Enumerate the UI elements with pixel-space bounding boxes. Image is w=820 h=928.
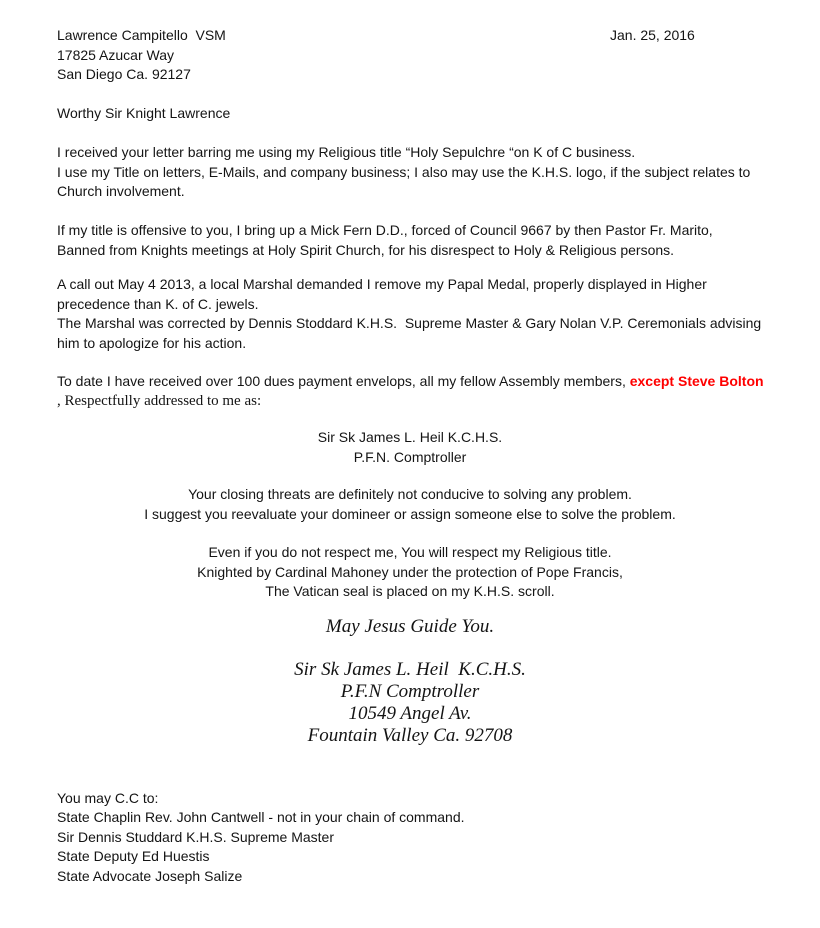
sender-address-line2: San Diego Ca. 92127: [57, 66, 191, 82]
paragraph-religious-title: [57, 143, 820, 202]
paragraph-marshal-incident: [57, 275, 820, 353]
cc-item: Sir Dennis Studdard K.H.S. Supreme Master: [57, 828, 335, 845]
addressed-as-title: P.F.N. Comptroller: [353, 448, 467, 465]
dues-text-red-exception: except Steve Bolton: [629, 373, 764, 389]
paragraph-line: The Marshal was corrected by Dennis Stoddard K.H.S. Supreme Master & Gary Nolan V.P. Ceremonials advising: [57, 315, 762, 331]
closing-line: Knighted by Cardinal Mahoney under the protection of Pope Francis,: [197, 563, 623, 580]
cc-item: State Advocate Joseph Salize: [57, 867, 243, 884]
signature-address-line2: Fountain Valley Ca. 92708: [307, 724, 513, 746]
signature-block: [57, 659, 763, 747]
paragraph-line: If my title is offensive to you, I bring up a Mick Fern D.D., forced of Council 9667 by then Pastor Fr. Marito,: [57, 222, 713, 238]
paragraph-line: Banned from Knights meetings at Holy Spirit Church, for his disrespect to Holy & Religious persons.: [57, 241, 675, 258]
dues-text-normal: To date I have received over 100 dues payment envelops, all my fellow Assembly members,: [57, 373, 630, 389]
paragraph-line: Church involvement.: [57, 183, 185, 199]
signature-name: Sir Sk James L. Heil K.C.H.S.: [294, 658, 526, 680]
closing-line: The Vatican seal is placed on my K.H.S. scroll.: [265, 583, 555, 599]
paragraph-line: precedence than K. of C. jewels.: [57, 295, 259, 312]
paragraph-line: I received your letter barring me using my Religious title “Holy Sepulchre “on K of C business.: [57, 144, 636, 160]
paragraph-dues-envelopes: [57, 372, 820, 411]
signature-title: P.F.N Comptroller: [340, 680, 480, 702]
respectfully-addressed-line: , Respectfully addressed to me as:: [57, 392, 262, 409]
cc-item: State Deputy Ed Huestis: [57, 848, 210, 864]
cc-heading: You may C.C to:: [57, 789, 159, 806]
closing-threats-block: [57, 485, 763, 524]
paragraph-line: I use my Title on letters, E-Mails, and company business; I also may use the K.H.S. logo, if the subject relates to: [57, 163, 751, 180]
closing-line: I suggest you reevaluate your domineer or assign someone else to solve the problem.: [144, 505, 676, 522]
valediction: May Jesus Guide You.: [325, 615, 495, 637]
sender-name: Lawrence Campitello VSM: [57, 27, 226, 43]
closing-line: Even if you do not respect me, You will respect my Religious title.: [208, 544, 612, 560]
cc-block: [57, 789, 820, 887]
paragraph-line: him to apologize for his action.: [57, 334, 247, 351]
cc-item: State Chaplin Rev. John Cantwell - not in your chain of command.: [57, 809, 465, 825]
paragraph-mick-fern: [57, 221, 820, 260]
closing-line: Your closing threats are definitely not conducive to solving any problem.: [188, 486, 632, 502]
letter-date: Jan. 25, 2016: [610, 27, 695, 43]
addressed-as-block: [57, 428, 763, 467]
addressed-as-name: Sir Sk James L. Heil K.C.H.S.: [317, 429, 503, 445]
respect-title-block: [57, 543, 763, 602]
sender-block: [57, 26, 820, 85]
salutation: Worthy Sir Knight Lawrence: [57, 105, 231, 121]
paragraph-line: A call out May 4 2013, a local Marshal demanded I remove my Papal Medal, properly displayed in Higher: [57, 276, 707, 292]
paragraph-line: [57, 372, 820, 392]
sender-address-line1: 17825 Azucar Way: [57, 46, 174, 63]
signature-address-line1: 10549 Angel Av.: [348, 702, 472, 724]
